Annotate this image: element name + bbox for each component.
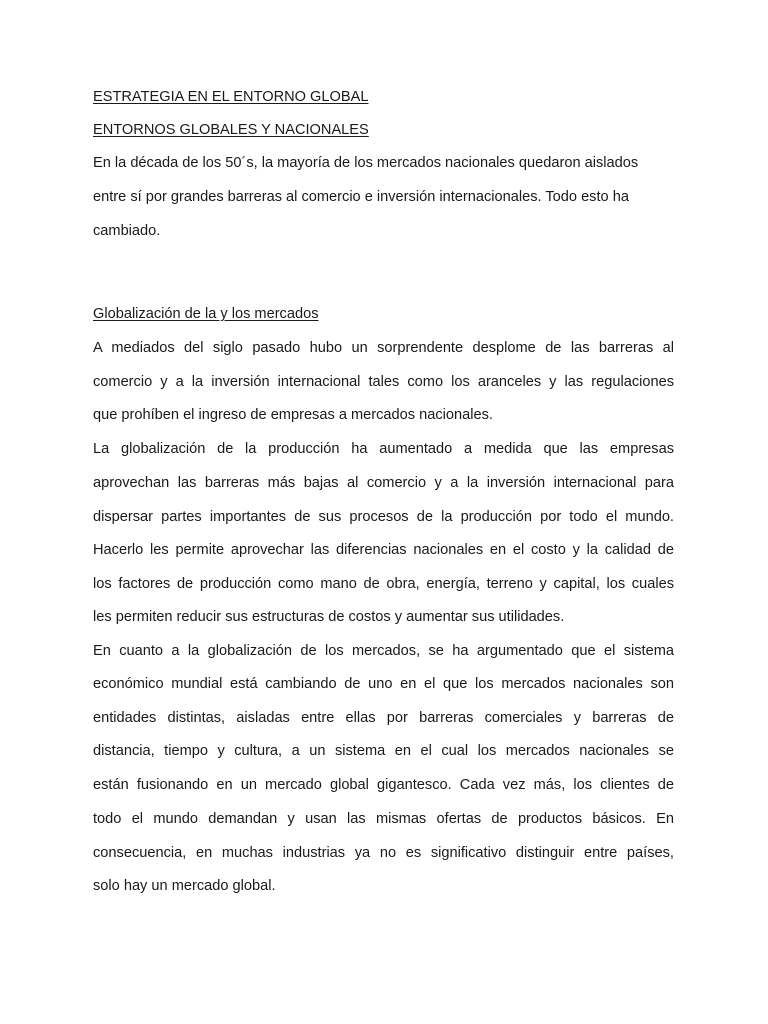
intro-line: cambiado. (93, 223, 161, 239)
paragraph2-line: dispersar partes importantes de sus procesos de la producción por todo el mundo. (93, 509, 674, 525)
paragraph1-line: comercio y a la inversión internacional tales como los aranceles y las regulaciones (93, 374, 674, 390)
paragraph2-line: los factores de producción como mano de obra, energía, terreno y capital, los cuales (93, 576, 674, 592)
paragraph3-line: están fusionando en un mercado global gigantesco. Cada vez más, los clientes de (93, 777, 674, 793)
section-heading: Globalización de la y los mercados (93, 306, 319, 322)
intro-line: entre sí por grandes barreras al comercio e inversión internacionales. Todo esto ha (93, 189, 629, 205)
document-subtitle: ENTORNOS GLOBALES Y NACIONALES (93, 122, 369, 138)
paragraph2-line: Hacerlo les permite aprovechar las diferencias nacionales en el costo y la calidad de (93, 542, 674, 558)
paragraph3-line: consecuencia, en muchas industrias ya no es significativo distinguir entre países, (93, 845, 674, 861)
paragraph3-line: entidades distintas, aisladas entre ellas por barreras comerciales y barreras de (93, 710, 674, 726)
paragraph2-line: La globalización de la producción ha aumentado a medida que las empresas (93, 441, 674, 457)
paragraph3-line: solo hay un mercado global. (93, 878, 276, 894)
intro-line: En la década de los 50´s, la mayoría de los mercados nacionales quedaron aislados (93, 155, 639, 171)
paragraph3-line: En cuanto a la globalización de los mercados, se ha argumentado que el sistema (93, 643, 674, 659)
paragraph2-line: les permiten reducir sus estructuras de costos y aumentar sus utilidades. (93, 609, 565, 625)
paragraph2-line: aprovechan las barreras más bajas al comercio y a la inversión internacional para (93, 475, 674, 491)
paragraph1-line: A mediados del siglo pasado hubo un sorprendente desplome de las barreras al (93, 340, 674, 356)
paragraph1-line: que prohíben el ingreso de empresas a mercados nacionales. (93, 407, 493, 423)
paragraph3-line: todo el mundo demandan y usan las mismas ofertas de productos básicos. En (93, 811, 674, 827)
document-title: ESTRATEGIA EN EL ENTORNO GLOBAL (93, 89, 369, 105)
paragraph3-line: distancia, tiempo y cultura, a un sistema en el cual los mercados nacionales se (93, 743, 674, 759)
paragraph3-line: económico mundial está cambiando de uno en el que los mercados nacionales son (93, 676, 674, 692)
